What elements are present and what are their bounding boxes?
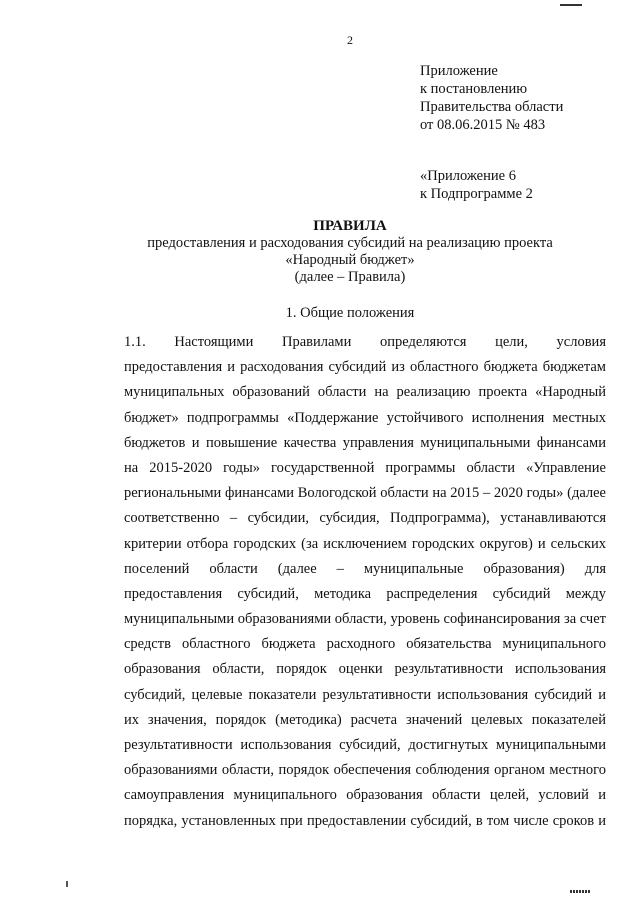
body-paragraph [124, 330, 606, 834]
body-line: поселений области (далее – муниципальные образования) для [124, 560, 606, 577]
page-number: 2 [347, 33, 353, 47]
body-line: предоставления субсидий, методика распределения субсидий между [124, 585, 606, 602]
body-line: соответственно – субсидии, субсидия, Подпрограмма), устанавливаются [124, 510, 606, 527]
body-line: результативности использования субсидий, достигнутых муниципальными [124, 737, 606, 753]
body-line: предоставления и расходования субсидий из областного бюджета бюджетам [124, 359, 606, 376]
body-line: бюджет» подпрограммы «Поддержание устойчивого исполнения местных [124, 409, 606, 426]
appendix-reference-line: «Приложение 6 [420, 168, 516, 184]
document-title: ПРАВИЛА [313, 218, 387, 234]
body-line: критерии отбора городских (за исключением городских округов) и сельских [124, 535, 606, 552]
body-line: самоуправления муниципального образования области целей, условий и [124, 787, 606, 804]
body-line: муниципальными образованиями области, уровень софинансирования за счет [124, 611, 606, 628]
scan-margin-mark [66, 881, 68, 887]
body-line: бюджетов и повышение качества управления муниципальными финансами [124, 434, 606, 451]
appendix-header-line: к постановлению [420, 81, 528, 97]
document-subtitle-line: предоставления и расходования субсидий на реализацию проекта [147, 235, 553, 251]
appendix-header-line: Приложение [420, 63, 498, 79]
section-heading: 1. Общие положения [285, 305, 415, 321]
appendix-header-line: Правительства области [420, 99, 564, 115]
body-line: средств областного бюджета расходного обязательства муниципального [124, 636, 606, 653]
body-line: муниципальных образований области на реализацию проекта «Народный [124, 384, 606, 401]
body-line: на 2015-2020 годы» государственной программы области «Управление [124, 459, 606, 476]
appendix-header-line: от 08.06.2015 № 483 [420, 117, 546, 133]
body-line: региональными финансами Вологодской области на 2015 – 2020 годы» (далее [124, 485, 606, 502]
body-line: 1.1. Настоящими Правилами определяются цели, условия [124, 334, 606, 350]
scan-corner-mark [560, 0, 582, 6]
appendix-reference [420, 167, 533, 203]
body-line: образованиями области, порядок обеспечения соблюдения органом местного [124, 762, 606, 779]
body-line: субсидий, целевые показатели результативности использования субсидий и [124, 686, 606, 703]
document-title-block [60, 218, 640, 286]
scan-footer-mark [570, 890, 590, 893]
body-line: порядка, установленных при предоставлении субсидий, в том числе сроков и [124, 812, 606, 829]
document-subtitle-line: (далее – Правила) [294, 269, 406, 285]
body-line: их значения, порядок (методика) расчета значений целевых показателей [124, 711, 606, 728]
appendix-reference-line: к Подпрограмме 2 [420, 186, 533, 202]
document-subtitle-line: «Народный бюджет» [285, 252, 415, 268]
appendix-header [420, 62, 563, 134]
body-line: образования области, порядок оценки результативности использования [124, 661, 606, 678]
